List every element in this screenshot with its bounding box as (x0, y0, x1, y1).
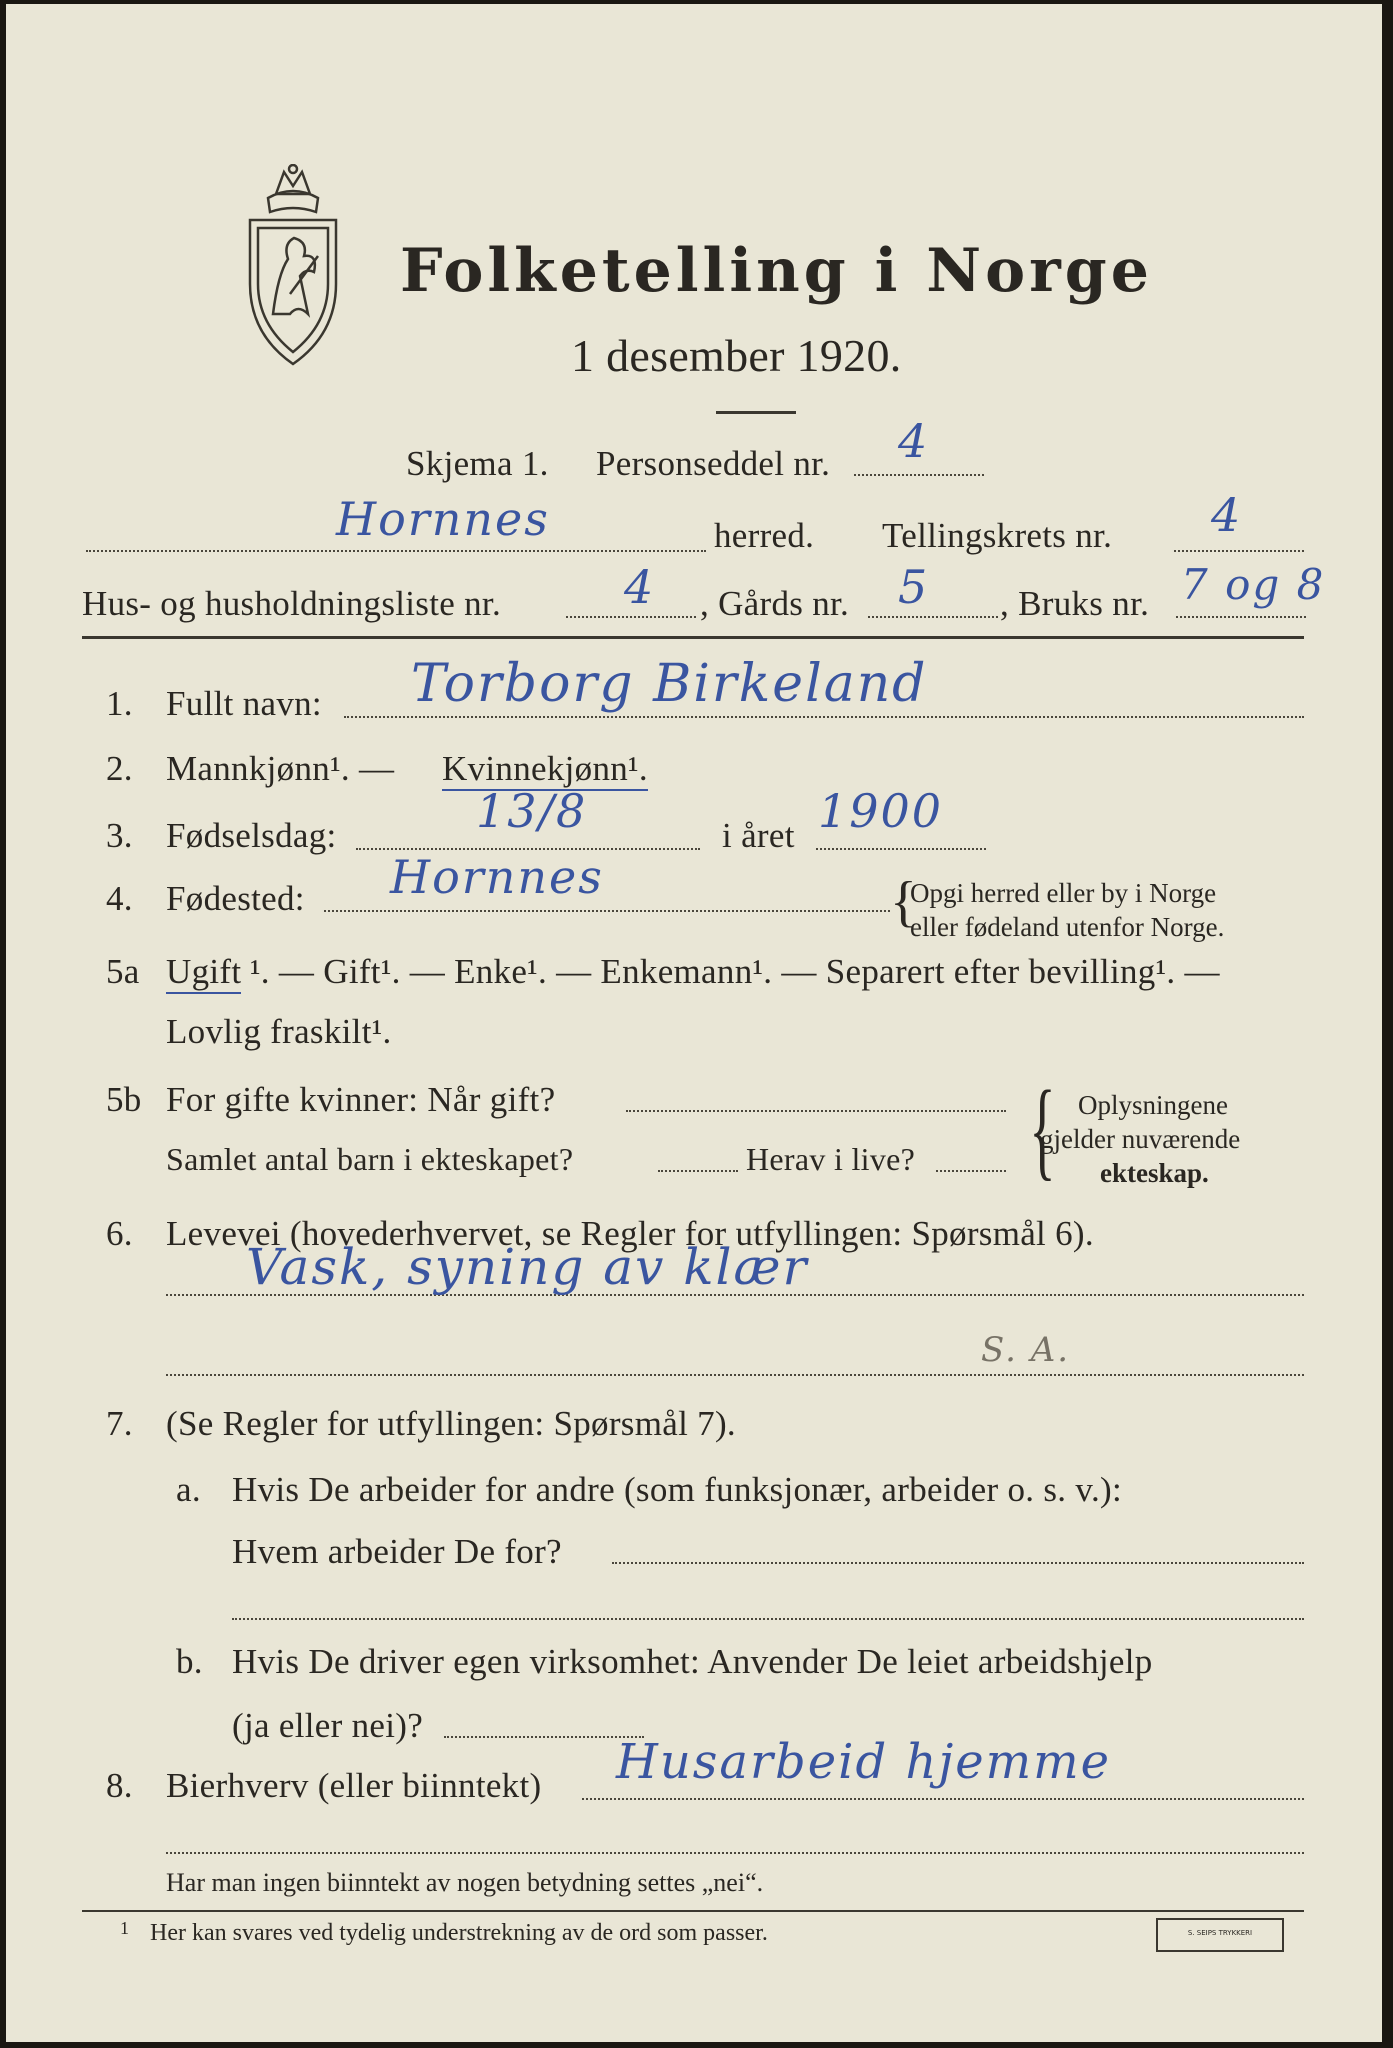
q4-line (324, 910, 890, 912)
q3-year-line (816, 848, 986, 850)
q3-label: Fødselsdag: (166, 816, 337, 855)
personseddel-value: 4 (898, 414, 930, 468)
printer-stamp (1156, 1918, 1284, 1952)
bruks-line (1176, 616, 1306, 618)
q8-label: Bierhverv (eller biinntekt) (166, 1766, 542, 1805)
gards-value: 5 (898, 560, 930, 614)
personseddel-line (854, 474, 984, 476)
q1-label: Fullt navn: (166, 684, 322, 723)
q4-number: 4. (106, 879, 133, 918)
q5b-number: 5b (106, 1080, 142, 1119)
q8-value: Husarbeid hjemme (616, 1734, 1112, 1790)
q7b-letter: b. (176, 1642, 203, 1681)
bruks-label: , Bruks nr. (1000, 584, 1150, 623)
q7b-line1: Hvis De driver egen virksomhet: Anvender De leiet arbeidshjelp (232, 1642, 1153, 1681)
census-form (6, 4, 1382, 2042)
q7b-line2-dots (444, 1736, 644, 1738)
q7a-line2: Hvem arbeider De for? (232, 1532, 562, 1571)
census-date: 1 desember 1920. (571, 330, 902, 381)
q2-mann: Mannkjønn¹. — (166, 749, 395, 788)
gards-line (868, 616, 998, 618)
q3-year-value: 1900 (818, 784, 944, 838)
herred-value: Hornnes (336, 492, 550, 546)
note-line: Har man ingen biinntekt av nogen betydning settes „nei“. (166, 1868, 764, 1897)
q3-year-label: i året (722, 816, 795, 855)
q7-number: 7. (106, 1404, 133, 1443)
q8-line2 (166, 1852, 1304, 1854)
hus-label: Hus- og husholdningsliste nr. (82, 584, 501, 623)
q7b-line2: (ja eller nei)? (232, 1706, 424, 1745)
q5a-ugift: Ugift (166, 952, 241, 994)
q7a-line2-dots (612, 1562, 1304, 1564)
q5b-note-line1: Oplysningene (1078, 1090, 1228, 1120)
q5b-brace: { (1029, 1068, 1056, 1190)
tellingskrets-line (1174, 550, 1304, 552)
q5b-line1-dots (626, 1110, 1006, 1112)
q4-note-line1: Opgi herred eller by i Norge (910, 878, 1217, 908)
q4-brace: { (890, 871, 918, 933)
q7a-line1: Hvis De arbeider for andre (som funksjonær, arbeider o. s. v.): (232, 1470, 1122, 1509)
q6-label: Levevei (hovederhvervet, se Regler for utfyllingen: Spørsmål 6). (166, 1214, 1094, 1253)
q5b-barn-dots (658, 1170, 738, 1172)
gards-label: , Gårds nr. (700, 584, 850, 623)
coat-of-arms-icon (228, 164, 358, 374)
q7-label: (Se Regler for utfyllingen: Spørsmål 7). (166, 1404, 736, 1443)
skjema-label: Skjema 1. (406, 444, 549, 483)
q6-line2 (166, 1374, 1304, 1376)
title-divider (716, 411, 796, 414)
footnote-divider (82, 1910, 1304, 1912)
footnote: Her kan svares ved tydelig understrekning av de ord som passer. (150, 1920, 768, 1946)
q5a-line2: Lovlig fraskilt¹. (166, 1012, 392, 1051)
tellingskrets-value: 4 (1211, 488, 1243, 542)
q4-value: Hornnes (390, 850, 604, 904)
q3-value: 13/8 (476, 784, 588, 838)
q6-number: 6. (106, 1214, 133, 1253)
q6-initials: S. A. (981, 1330, 1071, 1370)
q2-number: 2. (106, 749, 133, 788)
herred-line (86, 550, 706, 552)
q7a-letter: a. (176, 1470, 201, 1509)
hus-value: 4 (624, 560, 656, 614)
q5a-options: ¹. — Gift¹. — Enke¹. — Enkemann¹. — Separert efter bevilling¹. — (250, 952, 1220, 991)
q5b-note-line2: gjelder nuværende (1040, 1124, 1241, 1154)
q4-note-line2: eller fødeland utenfor Norge. (910, 912, 1225, 942)
q7a-line3-dots (232, 1618, 1304, 1620)
q1-value: Torborg Birkeland (411, 654, 928, 714)
q1-line (344, 716, 1304, 718)
printer-stamp-text: S. SEIPS TRYKKERI (1187, 1929, 1253, 1937)
personseddel-label: Personseddel nr. (596, 444, 831, 483)
footnote-number: 1 (120, 1918, 129, 1938)
q2-kvinne: Kvinnekjønn¹. (442, 749, 648, 791)
q5b-line1: For gifte kvinner: Når gift? (166, 1080, 556, 1119)
q5b-note-line3: ekteskap. (1100, 1158, 1209, 1188)
hus-line (566, 616, 696, 618)
q5b-live-dots (936, 1170, 1006, 1172)
q1-number: 1. (106, 684, 133, 723)
q8-number: 8. (106, 1766, 133, 1805)
q4-label: Fødested: (166, 879, 305, 918)
q8-line (582, 1798, 1304, 1800)
tellingskrets-label: Tellingskrets nr. (882, 516, 1113, 555)
q6-value: Vask, syning av klær (246, 1238, 809, 1296)
bruks-value: 7 og 8 (1181, 560, 1326, 609)
q5b-line2b: Herav i live? (746, 1141, 916, 1177)
herred-label: herred. (714, 516, 815, 555)
form-title: Folketelling i Norge (400, 236, 1153, 306)
q5b-line2a: Samlet antal barn i ekteskapet? (166, 1141, 574, 1177)
q3-number: 3. (106, 816, 133, 855)
q5a-number: 5a (106, 952, 140, 991)
header-divider (82, 636, 1304, 639)
